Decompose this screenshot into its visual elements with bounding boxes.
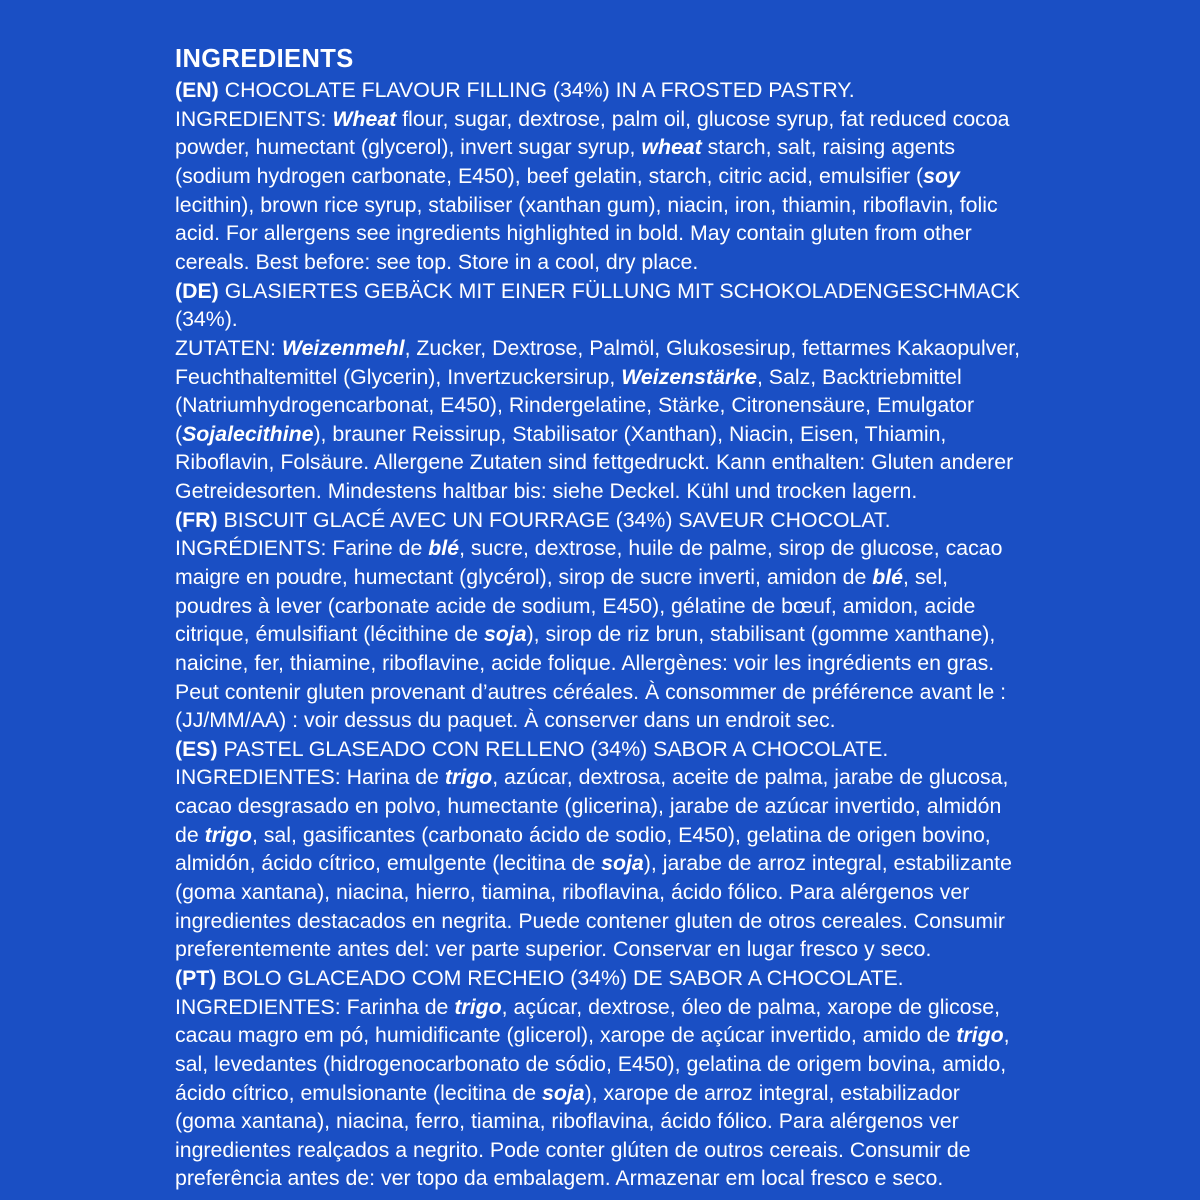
ingredients-label: INGREDIENTES: <box>175 765 341 790</box>
ingredients-text: , sal, levedantes (hidrogenocarbonato de sódio, E450), gelatina de origem bovina, amido, ácido cítrico, emulsionante (lecitina de <box>175 1023 1010 1105</box>
allergen-highlight: trigo <box>956 1023 1004 1048</box>
ingredients-text: , sucre, dextrose, huile de palme, sirop de glucose, cacao maigre en poudre, humectant (glycérol), sirop de sucre inverti, amidon de <box>175 536 1003 589</box>
language-sections <box>175 76 1025 1193</box>
ingredients-paragraph <box>175 534 1025 734</box>
allergen-highlight: soja <box>601 851 644 876</box>
language-section <box>175 506 1025 735</box>
ingredients-text: ), xarope de arroz integral, estabilizador (goma xantana), niacina, ferro, tiamina, riboflavina, ácido fólico. Para alérgenos ver ingredientes realçados a negrito. Pode conter glúten de outros cereais. Consumir de preferência antes de: ver topo da embalagem. Armazenar em local fresco e seco. <box>175 1080 971 1191</box>
ingredients-paragraph <box>175 334 1025 506</box>
language-section <box>175 964 1025 1193</box>
allergen-highlight: trigo <box>204 822 252 847</box>
product-description: CHOCOLATE FLAVOUR FILLING (34%) IN A FROSTED PASTRY. <box>224 78 855 103</box>
ingredients-label: INGRÉDIENTS: <box>175 536 327 561</box>
language-section <box>175 76 1025 276</box>
ingredients-text: , Zucker, Dextrose, Palmöl, Glukosesirup, fettarmes Kakaopulver, Feuchthaltemittel (Glycerin), Invertzuckersirup, <box>175 335 1021 389</box>
ingredients-paragraph <box>175 993 1025 1193</box>
ingredients-text: ), brauner Reissirup, Stabilisator (Xanthan), Niacin, Eisen, Thiamin, Riboflavin, Folsäure. Allergene Zutaten sind fettgedruckt. Kann enthalten: Gluten anderer Getreidesorten. Mindestens haltbar bis: siehe Deckel. Kühl und trocken lagern. <box>175 421 1014 504</box>
allergen-highlight: Weizenstärke <box>621 364 757 389</box>
ingredients-text: ), jarabe de arroz integral, estabilizante (goma xantana), niacina, hierro, tiamina, riboflavina, ácido fólico. Para alérgenos ver ingredientes destacados en negrita. Puede contener gluten de otros cereales. Consumir preferentemente antes del: ver parte superior. Conservar en lugar fresco y seco. <box>175 851 1012 962</box>
product-description: BOLO GLACEADO COM RECHEIO (34%) DE SABOR A CHOCOLATE. <box>222 965 904 990</box>
allergen-highlight: Wheat <box>332 106 397 131</box>
ingredients-text: ), sirop de riz brun, stabilisant (gomme xanthane), naicine, fer, thiamine, riboflavine, acide folique. Allergènes: voir les ingrédients en gras. Peut contenir gluten provenant d’autres céréales. À consommer de préférence avant le : (JJ/MM/AA) : voir dessus du paquet. À conserver dans un endroit sec. <box>175 622 1007 733</box>
language-heading <box>175 277 1025 334</box>
ingredients-text: Farine de <box>326 536 429 561</box>
language-heading <box>175 735 1025 764</box>
ingredients-text: , sel, poudres à lever (carbonate acide de sodium, E450), gélatine de bœuf, amidon, acide citrique, émulsifiant (lécithine de <box>175 565 976 647</box>
ingredients-text: flour, sugar, dextrose, palm oil, glucose syrup, fat reduced cocoa powder, humectant (glycerol), invert sugar syrup, <box>175 106 1010 160</box>
language-section <box>175 735 1025 964</box>
allergen-highlight: soja <box>541 1080 585 1105</box>
allergen-highlight: soja <box>483 622 527 647</box>
allergen-highlight: Sojalecithine <box>182 421 314 446</box>
allergen-highlight: wheat <box>641 135 702 160</box>
ingredients-text: starch, salt, raising agents (sodium hydrogen carbonate, E450), beef gelatin, starch, citric acid, emulsifier ( <box>175 135 956 189</box>
language-code: (ES) <box>175 736 218 761</box>
allergen-highlight: Weizenmehl <box>281 335 405 360</box>
product-description: GLASIERTES GEBÄCK MIT EINER FÜLLUNG MIT SCHOKOLADENGESCHMACK (34%). <box>175 278 1020 332</box>
ingredients-label: INGREDIENTES: <box>175 994 341 1019</box>
ingredients-text: Farinha de <box>340 994 455 1019</box>
language-code: (DE) <box>175 278 219 303</box>
page-title: INGREDIENTS <box>175 45 354 73</box>
language-heading <box>175 964 1025 993</box>
ingredients-paragraph <box>175 105 1025 277</box>
ingredients-text: lecithin), brown rice syrup, stabiliser (xanthan gum), niacin, iron, thiamin, riboflavin, folic acid. For allergens see ingredients highlighted in bold. May contain gluten from other cereals. Best before: see top. Store in a cool, dry place. <box>175 192 998 274</box>
allergen-highlight: blé <box>428 536 460 561</box>
ingredients-label: ZUTATEN: <box>175 335 276 360</box>
ingredients-text: , Salz, Backtriebmittel (Natriumhydrogencarbonat, E450), Rindergelatine, Stärke, Citronensäure, Emulgator ( <box>175 364 975 446</box>
language-section <box>175 277 1025 506</box>
ingredients-text: , sal, gasificantes (carbonato ácido de sodio, E450), gelatina de origen bovino, almidón, ácido cítrico, emulgente (lecitina de <box>175 822 991 876</box>
ingredients-text: Harina de <box>340 765 445 790</box>
allergen-highlight: trigo <box>444 765 493 790</box>
language-heading <box>175 76 1025 105</box>
language-code: (PT) <box>175 965 217 990</box>
allergen-highlight: soy <box>923 164 960 189</box>
ingredients-label: INGREDIENTS: <box>175 106 327 131</box>
ingredients-paragraph <box>175 763 1025 963</box>
ingredients-text: , açúcar, dextrose, óleo de palma, xarope de glicose, cacau magro em pó, humidificante (glicerol), xarope de açúcar invertido, amido de <box>175 994 1001 1048</box>
language-code: (FR) <box>175 507 218 532</box>
language-code: (EN) <box>175 78 219 103</box>
product-description: BISCUIT GLACÉ AVEC UN FOURRAGE (34%) SAVEUR CHOCOLAT. <box>223 507 891 532</box>
allergen-highlight: blé <box>872 565 904 589</box>
product-description: PASTEL GLASEADO CON RELLENO (34%) SABOR A CHOCOLATE. <box>223 736 889 761</box>
ingredients-text: , azúcar, dextrosa, aceite de palma, jarabe de glucosa, cacao desgrasado en polvo, humectante (glicerina), jarabe de azúcar invertido, almidón de <box>175 765 1009 847</box>
language-heading <box>175 506 1025 535</box>
allergen-highlight: trigo <box>454 994 502 1019</box>
